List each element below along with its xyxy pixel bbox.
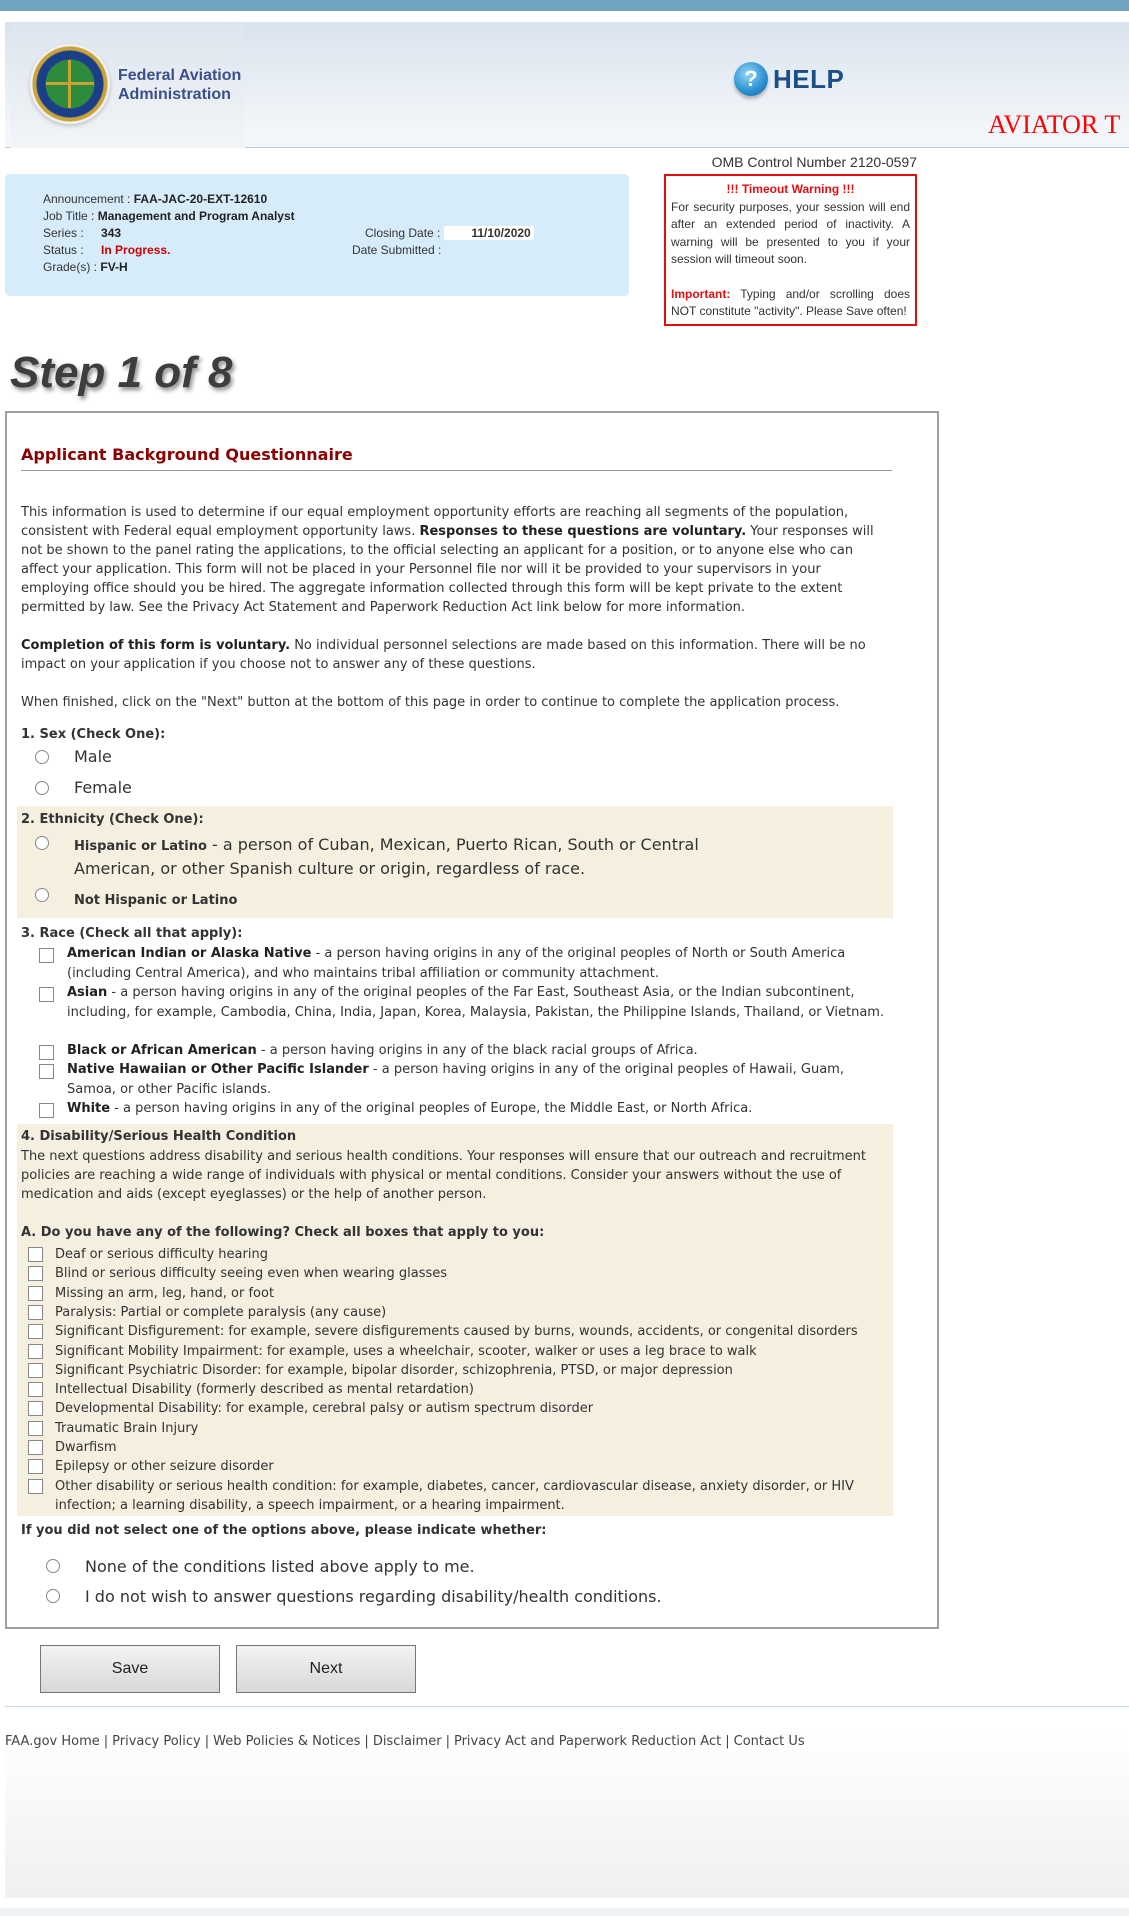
none-label: If you did not select one of the options above, please indicate whether: xyxy=(21,1523,547,1538)
faa-seal-icon xyxy=(30,44,110,124)
aviator-banner: AVIATOR T xyxy=(988,110,1121,139)
site-header xyxy=(5,22,1129,148)
q4-intro: The next questions address disability and serious health conditions. Your responses will ensure that our outreach and recruitment policies are reaching a wide range of individuals with physical or mental conditions. Consider your answers without the use of medication and aids (except eyeglasses) or the help of another person. xyxy=(21,1149,866,1202)
org-name-line2: Administration xyxy=(118,86,231,103)
omb-control-number: OMB Control Number 2120-0597 xyxy=(711,154,917,170)
job-info-panel xyxy=(5,174,629,296)
radio-hispanic[interactable] xyxy=(35,836,49,850)
q1-label: 1. Sex (Check One): xyxy=(21,727,166,742)
disability-checkbox[interactable] xyxy=(28,1305,43,1320)
intro-paragraph-1 xyxy=(21,503,893,617)
disability-option[interactable]: Intellectual Disability (formerly described as mental retardation) xyxy=(55,1382,474,1398)
intro-bold: Responses to these questions are voluntary. xyxy=(419,524,747,539)
disability-option[interactable]: Dwarfism xyxy=(55,1440,117,1455)
footer-link[interactable]: Contact Us xyxy=(733,1734,805,1749)
top-bar xyxy=(0,0,1129,11)
radio-not-hispanic[interactable] xyxy=(35,888,49,902)
disability-checkbox[interactable] xyxy=(28,1247,43,1262)
option-asian[interactable] xyxy=(67,983,897,1022)
step-indicator: Step 1 of 8 xyxy=(10,348,233,397)
disability-checkbox[interactable] xyxy=(28,1459,43,1474)
option-none-apply[interactable]: None of the conditions listed above apply to me. xyxy=(85,1557,475,1576)
disability-checkbox[interactable] xyxy=(28,1344,43,1359)
status-badge: In Progress. xyxy=(101,243,171,257)
intro-paragraph-2 xyxy=(21,636,893,674)
job-title-label: Job Title : xyxy=(43,209,95,223)
option-male[interactable]: Male xyxy=(74,747,112,766)
disability-checkbox[interactable] xyxy=(28,1324,43,1339)
footer-divider xyxy=(5,1706,1129,1707)
intro-paragraph-3: When finished, click on the "Next" button at the bottom of this page in order to continue to complete the application process. xyxy=(21,695,840,710)
disability-option[interactable]: Other disability or serious health condition: for example, diabetes, cancer, cardiovascular disease, anxiety disorder, or HIV infection; a learning disability, a speech impairment, or a hearing impairment. xyxy=(55,1478,854,1514)
announcement-row xyxy=(43,192,267,206)
footer-separator: | xyxy=(364,1734,369,1749)
option-desc: - a person having origins in any of the black racial groups of Africa. xyxy=(256,1043,698,1058)
disability-option[interactable]: Significant Mobility Impairment: for example, uses a wheelchair, scooter, walker or uses a leg brace to walk xyxy=(55,1343,757,1359)
series-row xyxy=(43,226,121,240)
disability-option[interactable]: Blind or serious difficulty seeing even when wearing glasses xyxy=(55,1266,448,1282)
questionnaire-panel xyxy=(5,411,939,1629)
disability-option[interactable]: Deaf or serious difficulty hearing xyxy=(55,1247,268,1262)
option-hispanic[interactable] xyxy=(74,834,714,880)
footer-link[interactable]: Privacy Policy xyxy=(112,1734,201,1749)
disability-checkbox[interactable] xyxy=(28,1266,43,1281)
save-button[interactable]: Save xyxy=(40,1645,220,1693)
announcement-value: FAA-JAC-20-EXT-12610 xyxy=(133,192,268,206)
option-name: White xyxy=(67,1101,111,1116)
option-desc: - a person having origins in any of the original peoples of North or South America (including Central America), and who maintains tribal affiliation or community attachment. xyxy=(67,946,846,981)
disability-checkbox[interactable] xyxy=(28,1440,43,1455)
intro-text: No individual personnel selections are made based on this information. There will be no impact on your application if you choose not to answer any of these questions. xyxy=(21,638,866,672)
option-white[interactable] xyxy=(67,1099,887,1119)
footer-separator: | xyxy=(445,1734,450,1749)
question-circle-icon: ? xyxy=(734,62,768,96)
closing-date-value: 11/10/2020 xyxy=(444,226,534,240)
job-title-value: Management and Program Analyst xyxy=(97,209,295,223)
disability-checkbox[interactable] xyxy=(28,1382,43,1397)
radio-female[interactable] xyxy=(35,781,49,795)
option-decline[interactable]: I do not wish to answer questions regarding disability/health conditions. xyxy=(85,1587,662,1606)
disability-option[interactable]: Significant Psychiatric Disorder: for example, bipolar disorder, schizophrenia, PTSD, or major depression xyxy=(55,1362,733,1378)
disability-checkbox[interactable] xyxy=(28,1479,43,1494)
footer-separator: | xyxy=(204,1734,210,1749)
q4-label: 4. Disability/Serious Health Condition xyxy=(21,1129,297,1144)
option-name: Hispanic or Latino xyxy=(74,839,207,854)
footer-link[interactable]: Disclaimer xyxy=(372,1734,442,1749)
timeout-warning-important xyxy=(671,286,910,321)
grades-label: Grade(s) : xyxy=(43,260,98,274)
option-name: Black or African American xyxy=(67,1043,257,1058)
option-black[interactable] xyxy=(67,1041,887,1061)
footer-links xyxy=(5,1734,805,1749)
form-title: Applicant Background Questionnaire xyxy=(21,445,892,471)
footer xyxy=(5,1728,1129,1898)
footer-link[interactable]: Privacy Act and Paperwork Reduction Act xyxy=(453,1734,722,1749)
timeout-warning-title: !!! Timeout Warning !!! xyxy=(726,182,855,196)
disability-option[interactable]: Epilepsy or other seizure disorder xyxy=(55,1459,274,1475)
intro-text: Your responses will not be shown to the panel rating the applications, to the official selecting an applicant for a position, or to anyone else who can affect your application. This form will not be placed in your Personnel file nor will it be provided to your supervisors in your employing office should you be hired. The aggregate information collected through this form will be kept private to the extent permitted by law. See the Privacy Act Statement and Paperwork Reduction Act link below for more information. xyxy=(21,524,874,615)
option-not-hispanic[interactable]: Not Hispanic or Latino xyxy=(74,893,238,908)
intro-text: This information is used to determine if our equal employment opportunity efforts are reaching all segments of the population, consistent with Federal equal employment opportunity laws. xyxy=(21,505,849,539)
help-button[interactable] xyxy=(734,62,844,96)
intro-bold: Completion of this form is voluntary. xyxy=(21,638,291,653)
footer-separator: | xyxy=(103,1734,109,1749)
option-native-hawaiian[interactable] xyxy=(67,1060,857,1099)
bottom-bar xyxy=(0,1908,1129,1916)
q2-label: 2. Ethnicity (Check One): xyxy=(21,812,204,827)
date-submitted-row xyxy=(352,243,441,257)
q3-label: 3. Race (Check all that apply): xyxy=(21,926,243,941)
checkbox-black[interactable] xyxy=(39,1045,54,1060)
timeout-warning-body: For security purposes, your session will end after an extended period of inactivity. A warning will be presented to you if your session will timeout soon. xyxy=(671,199,910,266)
footer-link[interactable]: FAA.gov Home xyxy=(5,1734,100,1749)
next-button[interactable]: Next xyxy=(236,1645,416,1693)
disability-checkbox[interactable] xyxy=(28,1286,43,1301)
help-label: HELP xyxy=(773,63,845,94)
option-desc: - a person having origins in any of the original peoples of the Far East, Southeast Asia, or the Indian subcontinent, including, for example, Cambodia, China, India, Japan, Korea, Malaysia, Pakistan, the Philippine Islands, Thailand, or Vietnam. xyxy=(67,985,885,1020)
disability-checkbox[interactable] xyxy=(28,1401,43,1416)
grades-value: FV-H xyxy=(100,260,128,274)
option-name: Asian xyxy=(67,985,108,1000)
disability-option[interactable]: Traumatic Brain Injury xyxy=(55,1420,199,1436)
footer-link[interactable]: Web Policies & Notices xyxy=(213,1734,361,1749)
disability-option[interactable]: Missing an arm, leg, hand, or foot xyxy=(55,1285,275,1301)
checkbox-asian[interactable] xyxy=(39,987,54,1002)
series-value: 343 xyxy=(101,226,122,240)
option-female[interactable]: Female xyxy=(74,778,132,797)
radio-male[interactable] xyxy=(35,750,49,764)
option-desc: - a person having origins in any of the original peoples of Europe, the Middle East, or North Africa. xyxy=(110,1101,753,1116)
checkbox-native-hawaiian[interactable] xyxy=(39,1064,54,1079)
disability-option[interactable]: Significant Disfigurement: for example, severe disfigurements caused by burns, wounds, accidents, or congenital disorders xyxy=(55,1324,858,1340)
org-name xyxy=(118,66,241,104)
option-name: American Indian or Alaska Native xyxy=(67,946,312,961)
option-desc: - a person having origins in any of the original peoples of Hawaii, Guam, Samoa, or other Pacific islands. xyxy=(67,1062,844,1097)
org-name-line1: Federal Aviation xyxy=(118,67,242,84)
option-desc: - a person of Cuban, Mexican, Puerto Rican, South or Central American, or other Spanish culture or origin, regardless of race. xyxy=(74,835,699,878)
job-title-row xyxy=(43,209,295,223)
disability-checkbox[interactable] xyxy=(28,1363,43,1378)
disability-option[interactable]: Developmental Disability: for example, cerebral palsy or autism spectrum disorder xyxy=(55,1401,594,1417)
disability-option[interactable]: Paralysis: Partial or complete paralysis (any cause) xyxy=(55,1304,387,1320)
option-american-indian[interactable] xyxy=(67,944,887,983)
announcement-label: Announcement : xyxy=(43,192,131,206)
option-name: Native Hawaiian or Other Pacific Islander xyxy=(67,1062,369,1077)
date-submitted-label: Date Submitted : xyxy=(352,243,442,257)
footer-separator: | xyxy=(725,1734,730,1749)
status-label: Status : xyxy=(43,243,84,257)
disability-checkbox[interactable] xyxy=(28,1421,43,1436)
series-label: Series : xyxy=(43,226,84,240)
important-text: Typing and/or scrolling does NOT constitute "activity". Please Save often! xyxy=(671,286,910,318)
closing-date-row xyxy=(365,226,534,240)
radio-decline[interactable] xyxy=(46,1589,60,1603)
grades-row xyxy=(43,260,128,274)
timeout-warning xyxy=(664,174,917,326)
status-row xyxy=(43,243,170,257)
faa-logo[interactable] xyxy=(10,22,245,148)
closing-date-label: Closing Date : xyxy=(365,226,441,240)
checkbox-american-indian[interactable] xyxy=(39,948,54,963)
q4-sub-label: A. Do you have any of the following? Check all boxes that apply to you: xyxy=(21,1225,545,1240)
checkbox-white[interactable] xyxy=(39,1103,54,1118)
important-label: Important: xyxy=(671,286,731,301)
radio-none-apply[interactable] xyxy=(46,1559,60,1573)
